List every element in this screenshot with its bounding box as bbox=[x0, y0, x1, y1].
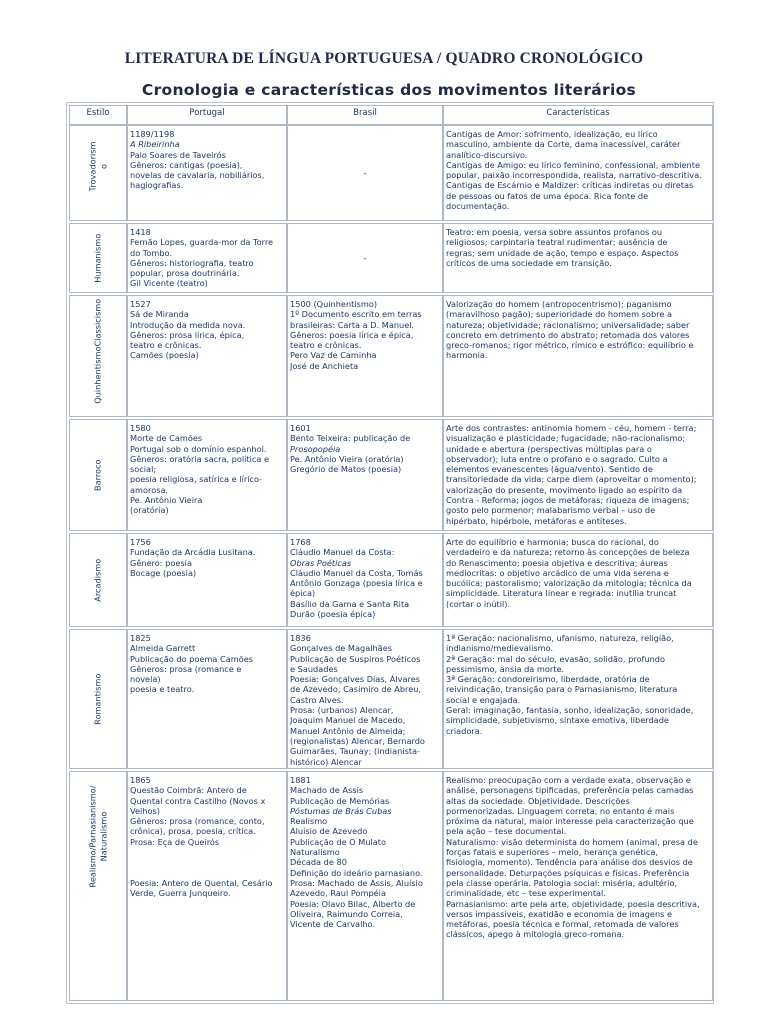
caracteristicas-line: personalidade. Deturpações psíquicas e físicas. Preferência bbox=[446, 867, 690, 878]
portugal-cell bbox=[127, 223, 287, 293]
portugal-line: novelas de cavalaria, nobiliários, bbox=[130, 170, 265, 181]
brasil-cell bbox=[287, 419, 443, 531]
brasil-line: Obras Poéticas bbox=[290, 557, 352, 568]
brasil-cell bbox=[287, 771, 443, 1001]
brasil-line: Cláudio Manuel da Costa: bbox=[290, 547, 395, 558]
portugal-line: Gênero: poesia bbox=[130, 557, 192, 568]
portugal-line: Introdução da medida nova. bbox=[130, 319, 246, 330]
caracteristicas-cell bbox=[443, 771, 713, 1001]
caracteristicas-line: 3ª Geração: condoreirismo, liberdade, oratória de bbox=[446, 674, 650, 685]
caracteristicas-line: altas da sociedade. Objetividade. Descrições bbox=[446, 795, 630, 806]
caracteristicas-line: clássicos, apego à mitologia greco-romana. bbox=[446, 929, 625, 940]
brasil-line: 1881 bbox=[290, 775, 311, 785]
style-name: Trovadorism o bbox=[87, 141, 108, 192]
caracteristicas-line: (maravilhoso pagão); superioridade do homem sobre a bbox=[446, 309, 672, 320]
brasil-line: épica) bbox=[290, 588, 316, 599]
brasil-line: Basílio da Gama e Santa Rita bbox=[290, 598, 410, 609]
header-brasil: Brasil bbox=[287, 105, 443, 125]
caracteristicas-line: 1ª Geração: nacionalismo, ufanismo, natureza, religião, bbox=[446, 633, 674, 643]
portugal-line: Quental contra Castilho (Novos x bbox=[130, 795, 266, 806]
row-style-label bbox=[69, 771, 127, 1001]
style-name: QuinhentismoClassicismo bbox=[92, 298, 103, 404]
caracteristicas-line: bucólica; pastoralismo; valorização da mitologia; técnica da bbox=[446, 578, 692, 589]
caracteristicas-line: 2ª Geração: mal do século, evasão, solidão, profundo bbox=[446, 653, 665, 664]
caracteristicas-line: criadora. bbox=[446, 725, 483, 736]
row-style-label bbox=[69, 223, 127, 293]
brasil-line: Prosa: (urbanos) Alencar, bbox=[290, 705, 394, 716]
caracteristicas-line: verdadeiro e da natureza; retorno às concepções de beleza bbox=[446, 547, 690, 558]
header-estilo: Estilo bbox=[69, 105, 127, 125]
brasil-cell bbox=[287, 125, 443, 221]
brasil-line: teatro e crônicas. bbox=[290, 340, 362, 351]
row-style-label bbox=[69, 629, 127, 769]
header-caracteristicas: Características bbox=[443, 105, 713, 125]
brasil-line: Pe. Antônio Vieira (oratória) bbox=[290, 453, 404, 464]
caracteristicas-line: hipérbato, hipérbole, metáforas e antíteses. bbox=[446, 515, 627, 526]
caracteristicas-line: greco-romanos; rigor métrico, rímico e estrófico: equilíbrio e bbox=[446, 340, 694, 351]
caracteristicas-line: Cantigas de Escárnio e Maldizer: críticas indiretas ou diretas bbox=[446, 180, 694, 191]
caracteristicas-line: harmonia. bbox=[446, 350, 488, 361]
style-name: Humanismo bbox=[92, 233, 103, 283]
portugal-line: Almeida Garrett bbox=[130, 643, 196, 654]
page-subtitle: Cronologia e características dos movimentos literários bbox=[141, 81, 637, 99]
portugal-line: crônica), prosa, poesia, crítica. bbox=[130, 826, 256, 837]
caracteristicas-line: pela classe operária. Patologia social: miséria, adultério, bbox=[446, 877, 678, 888]
brasil-line: Prosa: Machado de Assis, Aluísio bbox=[290, 877, 423, 888]
portugal-cell bbox=[127, 533, 287, 627]
brasil-line: Azevedo, Raul Pompéia bbox=[290, 888, 386, 899]
portugal-cell bbox=[127, 771, 287, 1001]
brasil-line: 1768 bbox=[290, 537, 311, 547]
caracteristicas-line: Valorização do homem (antropocentrismo); paganismo bbox=[446, 299, 672, 309]
brasil-line: Gregório de Matos (poesia) bbox=[290, 464, 402, 475]
portugal-line: 1825 bbox=[130, 633, 151, 643]
brasil-line: 1836 bbox=[290, 633, 311, 643]
portugal-line: 1418 bbox=[130, 227, 151, 237]
portugal-line: Pe. Antônio Vieira bbox=[130, 495, 203, 506]
caracteristicas-line: Cantigas de Amor: sofrimento, idealização, eu lírico bbox=[446, 129, 658, 139]
caracteristicas-line: pela ação – tese documental. bbox=[446, 826, 567, 837]
portugal-cell bbox=[127, 125, 287, 221]
brasil-line: Gêneros: poesia lírica e épica, bbox=[290, 329, 414, 340]
portugal-line: 1189/1198 bbox=[130, 129, 175, 139]
caracteristicas-line: pessimismo, ansia da morte. bbox=[446, 663, 565, 674]
caracteristicas-line: elementos evanescentes (água/vento). Sentido de bbox=[446, 464, 653, 475]
row-style-label bbox=[69, 419, 127, 531]
portugal-line: Bocage (poesia) bbox=[130, 567, 197, 578]
brasil-line: 1601 bbox=[290, 423, 311, 433]
brasil-line: Prosopopéia bbox=[290, 443, 341, 454]
caracteristicas-cell bbox=[443, 223, 713, 293]
caracteristicas-line: simplicidade, subjetivismo, sintaxe emotiva, liberdade bbox=[446, 715, 669, 726]
brasil-line: Pero Vaz de Caminha bbox=[290, 350, 377, 361]
portugal-line: Portugal sob o domínio espanhol. bbox=[130, 443, 267, 454]
empty-dash: - bbox=[363, 169, 367, 180]
brasil-line: Gonçalves de Magalhães bbox=[290, 643, 393, 654]
brasil-line: Poesia: Gonçalves Dias, Álvares bbox=[290, 674, 420, 685]
brasil-cell bbox=[287, 223, 443, 293]
caracteristicas-line: Teatro: em poesia, versa sobre assuntos profanos ou bbox=[446, 227, 663, 237]
portugal-line: popular, prosa doutrinária. bbox=[130, 268, 240, 279]
brasil-line: Bento Teixeira: publicação de bbox=[290, 433, 411, 444]
portugal-cell bbox=[127, 629, 287, 769]
portugal-line: Gil Vicente (teatro) bbox=[130, 278, 208, 289]
brasil-line: Aluísio de Azevedo bbox=[290, 826, 368, 837]
chronology-table bbox=[66, 102, 714, 1004]
brasil-line: e Saudades bbox=[290, 663, 338, 674]
caracteristicas-line: masculino, ambiente da Corte, dama inacessível, caráter bbox=[446, 139, 681, 150]
caracteristicas-line: (cortar o inútil). bbox=[446, 598, 511, 609]
brasil-line: Publicação de Memórias bbox=[290, 795, 390, 806]
caracteristicas-cell bbox=[443, 629, 713, 769]
brasil-cell bbox=[287, 533, 443, 627]
portugal-line: A Ribeirinha bbox=[130, 139, 180, 150]
portugal-line: Publicação do poema Camões bbox=[130, 653, 254, 664]
brasil-line: Naturalismo bbox=[290, 847, 340, 858]
brasil-line: Machado de Assis bbox=[290, 785, 364, 796]
caracteristicas-line: observador); luta entre o profano e o sagrado. Culto a bbox=[446, 453, 668, 464]
brasil-line: (regionalistas) Alencar, Bernardo bbox=[290, 735, 425, 746]
portugal-line: Sá de Miranda bbox=[130, 309, 189, 320]
caracteristicas-line: reivindicação, transição para o Parnasianismo, literatura bbox=[446, 684, 678, 695]
portugal-line bbox=[130, 847, 284, 857]
brasil-line: Vicente de Carvalho. bbox=[290, 919, 376, 930]
caracteristicas-line: forças fatais e superiores – meio, herança genética, bbox=[446, 847, 658, 858]
portugal-cell bbox=[127, 295, 287, 417]
style-name: Arcadismo bbox=[92, 558, 103, 602]
caracteristicas-line: mediocritas: o objetivo arcádico de uma vida serena e bbox=[446, 567, 669, 578]
caracteristicas-line: documentação. bbox=[446, 201, 510, 212]
brasil-line: Castro Alves. bbox=[290, 694, 344, 705]
brasil-line: brasileiras: Carta a D. Manuel. bbox=[290, 319, 415, 330]
portugal-line: novela) bbox=[130, 674, 161, 685]
brasil-line: Guimarães, Taunay; (indianista- bbox=[290, 746, 421, 757]
caracteristicas-line: concreto em detrimento do abstrato; retomada dos valores bbox=[446, 329, 690, 340]
brasil-line: Definição do ideário parnasiano. bbox=[290, 867, 423, 878]
portugal-line: 1527 bbox=[130, 299, 151, 309]
brasil-line: Joaquim Manuel de Macedo, bbox=[290, 715, 406, 726]
portugal-line: teatro e crônicas. bbox=[130, 340, 202, 351]
row-style-label bbox=[69, 125, 127, 221]
portugal-line: Fernão Lopes, guarda-mor da Torre bbox=[130, 237, 274, 248]
style-name: Barroco bbox=[92, 459, 103, 491]
portugal-line: Gêneros: historiografia, teatro bbox=[130, 257, 254, 268]
brasil-line: Antônio Gonzaga (poesia lírica e bbox=[290, 578, 423, 589]
caracteristicas-line: indianismo/medievalismo. bbox=[446, 643, 554, 654]
brasil-cell bbox=[287, 295, 443, 417]
caracteristicas-cell bbox=[443, 125, 713, 221]
header-portugal: Portugal bbox=[127, 105, 287, 125]
caracteristicas-line: do Renascimento; poesia objetiva e descritiva; áureas bbox=[446, 557, 668, 568]
caracteristicas-line: Arte dos contrastes: antinomia homem - céu, homem - terra; bbox=[446, 423, 697, 433]
portugal-line: 1756 bbox=[130, 537, 151, 547]
brasil-line: José de Anchieta bbox=[290, 360, 359, 371]
portugal-line: Morte de Camões bbox=[130, 433, 203, 444]
portugal-line: Camões (poesia) bbox=[130, 350, 199, 361]
brasil-line: Cláudio Manuel da Costa, Tomás bbox=[290, 567, 423, 578]
caracteristicas-line: de pessoas ou fatos de uma época. Rica fonte de bbox=[446, 190, 649, 201]
caracteristicas-line: análise, personagens tipificadas, preferência pelas camadas bbox=[446, 785, 694, 796]
portugal-line: social; bbox=[130, 464, 157, 475]
portugal-line: Gêneros: prosa (romance e bbox=[130, 663, 242, 674]
caracteristicas-line: versos impassíveis, exatidão e economia de imagens e bbox=[446, 908, 673, 919]
caracteristicas-line: gosto pelo pormenor; malabarismo verbal – uso de bbox=[446, 505, 656, 516]
caracteristicas-line: criminalidade, etc – tese experimental. bbox=[446, 888, 606, 899]
caracteristicas-line: Contra - Reforma; jogos de metáforas; riqueza de imagens; bbox=[446, 495, 690, 506]
page-title: LITERATURA DE LÍNGUA PORTUGUESA / QUADRO CRONOLÓGICO bbox=[124, 50, 644, 67]
caracteristicas-line: social e engajada. bbox=[446, 694, 521, 705]
caracteristicas-line: Realismo: preocupação com a verdade exata, observação e bbox=[446, 775, 691, 785]
brasil-line: Manuel Antônio de Almeida; bbox=[290, 725, 406, 736]
caracteristicas-line: analítico-discursivo. bbox=[446, 149, 528, 160]
portugal-line: Verde, Guerra Junqueiro. bbox=[130, 888, 231, 899]
portugal-cell bbox=[127, 419, 287, 531]
caracteristicas-line: metáforas, poesia técnica e formal, retomada de valores bbox=[446, 919, 679, 930]
style-name: Romantismo bbox=[92, 673, 103, 725]
caracteristicas-line: pormenorizadas. Linguagem correta, no entanto é mais bbox=[446, 805, 675, 816]
caracteristicas-line: Naturalismo: visão determinista do homem (animal, presa de bbox=[446, 836, 698, 847]
caracteristicas-line: fisiologia, momento). Tendência para análise dos desvios de bbox=[446, 857, 693, 868]
portugal-line: Gêneros: cantigas (poesia), bbox=[130, 159, 243, 170]
caracteristicas-line: Geral: imaginação, fantasia, sonho, idealização, sonoridade, bbox=[446, 705, 694, 716]
caracteristicas-line: regras; sem unidade de ação, tempo e espaço. Aspectos bbox=[446, 247, 679, 258]
portugal-line: Gêneros: oratória sacra, política e bbox=[130, 453, 270, 464]
portugal-line: Prosa: Eça de Queirós bbox=[130, 836, 220, 847]
caracteristicas-line: transitoriedade da vida; carpe diem (aproveitar o momento); bbox=[446, 474, 697, 485]
caracteristicas-line: natureza; objetividade; racionalismo; universalidade; saber bbox=[446, 319, 690, 330]
caracteristicas-line: popular, paixão incorrespondida, realista, narrativo-descritiva. bbox=[446, 170, 702, 181]
brasil-line: 1500 (Quinhentismo) bbox=[290, 299, 378, 309]
brasil-line: Década de 80 bbox=[290, 857, 347, 868]
portugal-line bbox=[130, 868, 284, 878]
portugal-line: (oratória) bbox=[130, 505, 169, 516]
caracteristicas-line: próxima da natural, maior interesse pela caracterização que bbox=[446, 816, 694, 827]
brasil-line: Oliveira, Raimundo Correia, bbox=[290, 908, 403, 919]
caracteristicas-line: visualização e plasticidade; fugacidade; não-racionalismo; bbox=[446, 433, 686, 444]
caracteristicas-line: religiosos; carpintaria teatral rudimentar; ausência de bbox=[446, 237, 668, 248]
caracteristicas-line: Cantigas de Amigo: eu lírico feminino, confessional, ambiente bbox=[446, 159, 700, 170]
brasil-line: Publicação de O Mulato bbox=[290, 836, 387, 847]
portugal-line: Velhos) bbox=[130, 805, 160, 816]
brasil-line: Póstumas de Brás Cubas bbox=[290, 805, 392, 816]
brasil-line: Durão (poesia épica) bbox=[290, 609, 376, 620]
portugal-line: Fundação da Arcádia Lusitana. bbox=[130, 547, 256, 558]
portugal-line: Gêneros: prosa lírica, épica, bbox=[130, 329, 245, 340]
brasil-cell bbox=[287, 629, 443, 769]
brasil-line: histórico) Alencar bbox=[290, 756, 362, 767]
portugal-line: poesia e teatro. bbox=[130, 684, 195, 695]
caracteristicas-line: valorização do presente, movimento ligado ao espírito da bbox=[446, 484, 683, 495]
caracteristicas-line: Parnasianismo: arte pela arte, objetividade, poesia descritiva, bbox=[446, 898, 700, 909]
portugal-line: Poesia: Antero de Quental, Cesário bbox=[130, 877, 273, 888]
portugal-line: hagiografias. bbox=[130, 180, 184, 191]
brasil-line: de Azevedo, Casimiro de Abreu, bbox=[290, 684, 422, 695]
caracteristicas-line: Arte do equilíbrio e harmonia; busca do racional, do bbox=[446, 537, 659, 547]
style-name: Realismo/Parnasianismo/ Naturalismo bbox=[87, 785, 109, 888]
caracteristicas-line: unidade e abertura (perspectivas múltiplas para o bbox=[446, 443, 652, 454]
caracteristicas-cell bbox=[443, 419, 713, 531]
portugal-line: Paio Soares de Taveirós bbox=[130, 149, 226, 160]
brasil-line: Poesia: Olavo Bilac, Alberto de bbox=[290, 898, 416, 909]
caracteristicas-cell bbox=[443, 295, 713, 417]
portugal-line: 1865 bbox=[130, 775, 151, 785]
brasil-line: Publicação de Suspiros Poéticos bbox=[290, 653, 421, 664]
brasil-line: Realismo bbox=[290, 816, 328, 827]
portugal-line bbox=[130, 857, 284, 867]
caracteristicas-line: simplicidade. Literatura linear e regrada: inutilia truncat bbox=[446, 588, 677, 599]
portugal-line: poesia religiosa, satírica e lírico- bbox=[130, 474, 263, 485]
caracteristicas-cell bbox=[443, 533, 713, 627]
empty-dash: - bbox=[363, 254, 367, 265]
portugal-line: 1580 bbox=[130, 423, 151, 433]
caracteristicas-line: críticos de uma sociedade em transição. bbox=[446, 257, 612, 268]
portugal-line: Questão Coimbrã: Antero de bbox=[130, 785, 247, 796]
row-style-label bbox=[69, 295, 127, 417]
row-style-label bbox=[69, 533, 127, 627]
portugal-line: Gêneros: prosa (romance, conto, bbox=[130, 816, 265, 827]
portugal-line: do Tombo. bbox=[130, 247, 173, 258]
portugal-line: amorosa. bbox=[130, 484, 169, 495]
brasil-line: 1º Documento escrito em terras bbox=[290, 309, 422, 320]
